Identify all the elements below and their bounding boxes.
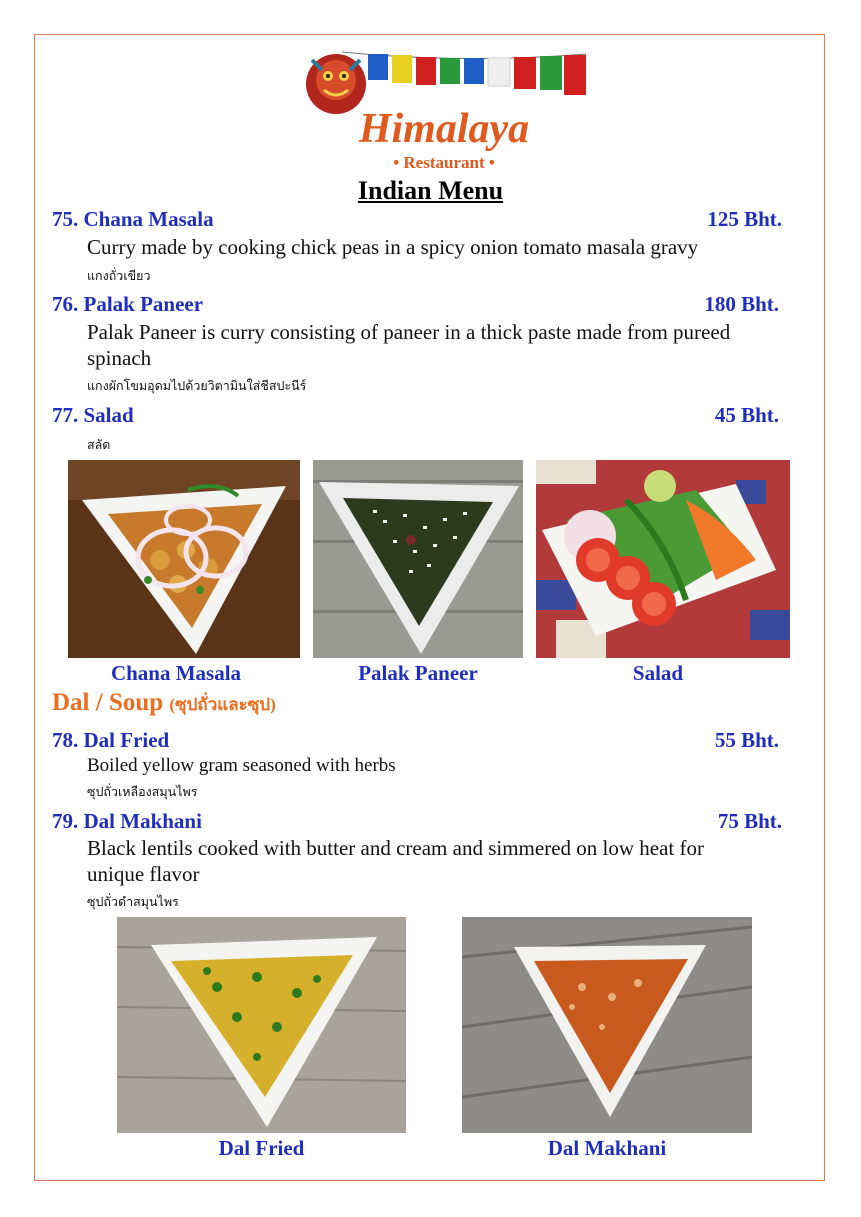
- item-price-dal-fried: 55 Bht.: [714, 728, 779, 752]
- palak-paneer-photo: [313, 460, 523, 658]
- svg-text:Himalaya: Himalaya: [358, 106, 530, 152]
- prayer-flags-icon: [342, 52, 586, 95]
- restaurant-logo: [302, 50, 586, 174]
- item-desc-chana-masala: Curry made by cooking chick peas in a spicy onion tomato masala gravy: [87, 235, 699, 259]
- salad-photo: [536, 460, 790, 658]
- item-price-salad: 45 Bht.: [714, 403, 779, 427]
- item-name-dal-fried: 78. Dal Fried: [52, 728, 170, 752]
- item-price-palak-paneer: 180 Bht.: [704, 292, 779, 316]
- section-subtitle-thai: (ซุปถั่วและซุป): [169, 695, 276, 714]
- caption-palak-paneer: Palak Paneer: [358, 661, 478, 685]
- item-price-chana-masala: 125 Bht.: [707, 207, 782, 231]
- caption-chana-masala: Chana Masala: [110, 661, 242, 685]
- item-thai-palak-paneer: แกงผักโขมอุดมไปด้วยวิตามินใส่ชีสปะนีร์: [87, 378, 307, 393]
- item-name-chana-masala: 75. Chana Masala: [52, 207, 214, 231]
- section-title-dal-soup: [52, 689, 276, 718]
- item-thai-dal-fried: ซุปถั่วเหลืองสมุนไพร: [87, 784, 198, 799]
- item-name-dal-makhani: 79. Dal Makhani: [52, 809, 202, 833]
- chana-masala-photo: [68, 460, 300, 658]
- item-desc-dal-makhani-line2: unique flavor: [87, 862, 200, 886]
- item-price-dal-makhani: 75 Bht.: [717, 809, 782, 833]
- menu-title: Indian Menu: [357, 176, 504, 205]
- item-thai-chana-masala: แกงถั่วเขียว: [87, 268, 151, 283]
- dal-fried-photo: [117, 917, 406, 1133]
- item-thai-dal-makhani: ซุปถั่วดำสมุนไพร: [87, 894, 179, 909]
- dal-makhani-photo: [462, 917, 752, 1133]
- item-name-salad: 77. Salad: [52, 403, 134, 427]
- item-thai-salad: สลัด: [87, 437, 111, 452]
- item-desc-dal-makhani-line1: Black lentils cooked with butter and cream and simmered on low heat for: [87, 836, 704, 860]
- item-desc-dal-fried: Boiled yellow gram seasoned with herbs: [87, 755, 396, 776]
- item-desc-palak-paneer-line2: spinach: [87, 346, 152, 370]
- item-desc-palak-paneer-line1: Palak Paneer is curry consisting of paneer in a thick paste made from pureed: [87, 320, 731, 344]
- item-name-palak-paneer: 76. Palak Paneer: [52, 292, 204, 316]
- section-title-text: Dal / Soup: [52, 689, 164, 716]
- caption-salad: Salad: [632, 661, 684, 685]
- caption-dal-fried: Dal Fried: [218, 1136, 305, 1160]
- caption-dal-makhani: Dal Makhani: [547, 1136, 667, 1160]
- svg-text:• Restaurant •: • Restaurant •: [393, 153, 495, 172]
- mask-emblem-icon: [306, 54, 366, 114]
